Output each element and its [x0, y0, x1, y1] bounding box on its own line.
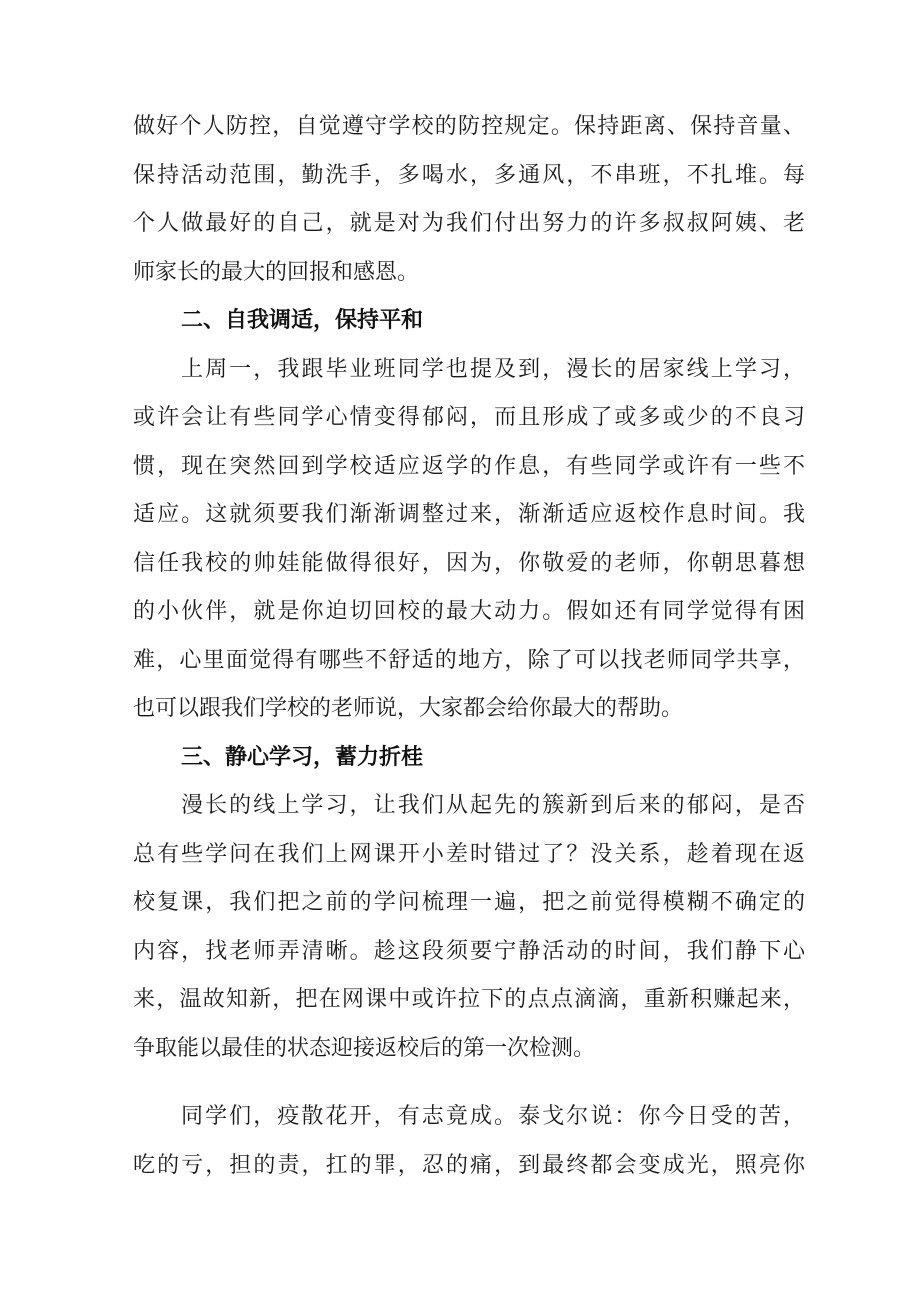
body-line: 保持活动范围，勤洗手，多喝水，多通风，不串班，不扎堆。每 — [133, 162, 805, 188]
body-line: 信任我校的帅娃能做得很好，因为，你敬爱的老师，你朝思暮想 — [133, 550, 805, 576]
body-line: 个人做最好的自己，就是对为我们付出努力的许多叔叔阿姨、老 — [133, 211, 805, 236]
paragraph-gap — [133, 1073, 805, 1093]
body-line: 同学们，疫散花开，有志竟成。泰戈尔说：你今日受的苦， — [181, 1104, 805, 1129]
body-line: 或许会让有些同学心情变得郁闷，而且形成了或多或少的不良习 — [133, 405, 805, 430]
body-line: 难，心里面觉得有哪些不舒适的地方，除了可以找老师同学共享， — [133, 647, 805, 673]
document-body — [133, 103, 805, 1190]
body-line: 适应。这就须要我们渐渐调整过来，渐渐适应返校作息时间。我 — [133, 502, 805, 527]
body-line: 师家长的最大的回报和感恩。 — [133, 259, 420, 285]
body-line: 争取能以最佳的状态迎接返校后的第一次检测。 — [133, 1035, 596, 1061]
body-line: 来，温故知新，把在网课中或许拉下的点点滴滴，重新积赚起来， — [133, 987, 805, 1012]
section-heading: 三、静心学习，蓄力折桂 — [181, 744, 424, 770]
body-line: 也可以跟我们学校的老师说，大家都会给你最大的帮助。 — [133, 696, 684, 721]
body-line: 的小伙伴，就是你迫切回校的最大动力。假如还有同学觉得有困 — [133, 599, 805, 624]
section-heading: 二、自我调适，保持平和 — [181, 308, 424, 333]
body-line: 做好个人防控，自觉遵守学校的防控规定。保持距离、保持音量、 — [133, 114, 805, 139]
body-line: 上周一，我跟毕业班同学也提及到，漫长的居家线上学习， — [181, 356, 805, 382]
body-line: 漫长的线上学习，让我们从起先的簇新到后来的郁闷，是否 — [181, 793, 805, 818]
body-line: 校复课，我们把之前的学问梳理一遍，把之前觉得模糊不确定的 — [133, 890, 805, 915]
body-line: 总有些学问在我们上网课开小差时错过了？没关系，趁着现在返 — [133, 841, 805, 867]
body-line: 内容，找老师弄清晰。趁这段须要宁静活动的时间，我们静下心 — [133, 938, 805, 964]
body-line: 吃的亏，担的责，扛的罪，忍的痛，到最终都会变成光，照亮你 — [133, 1152, 805, 1178]
body-line: 惯，现在突然回到学校适应返学的作息，有些同学或许有一些不 — [133, 453, 805, 479]
